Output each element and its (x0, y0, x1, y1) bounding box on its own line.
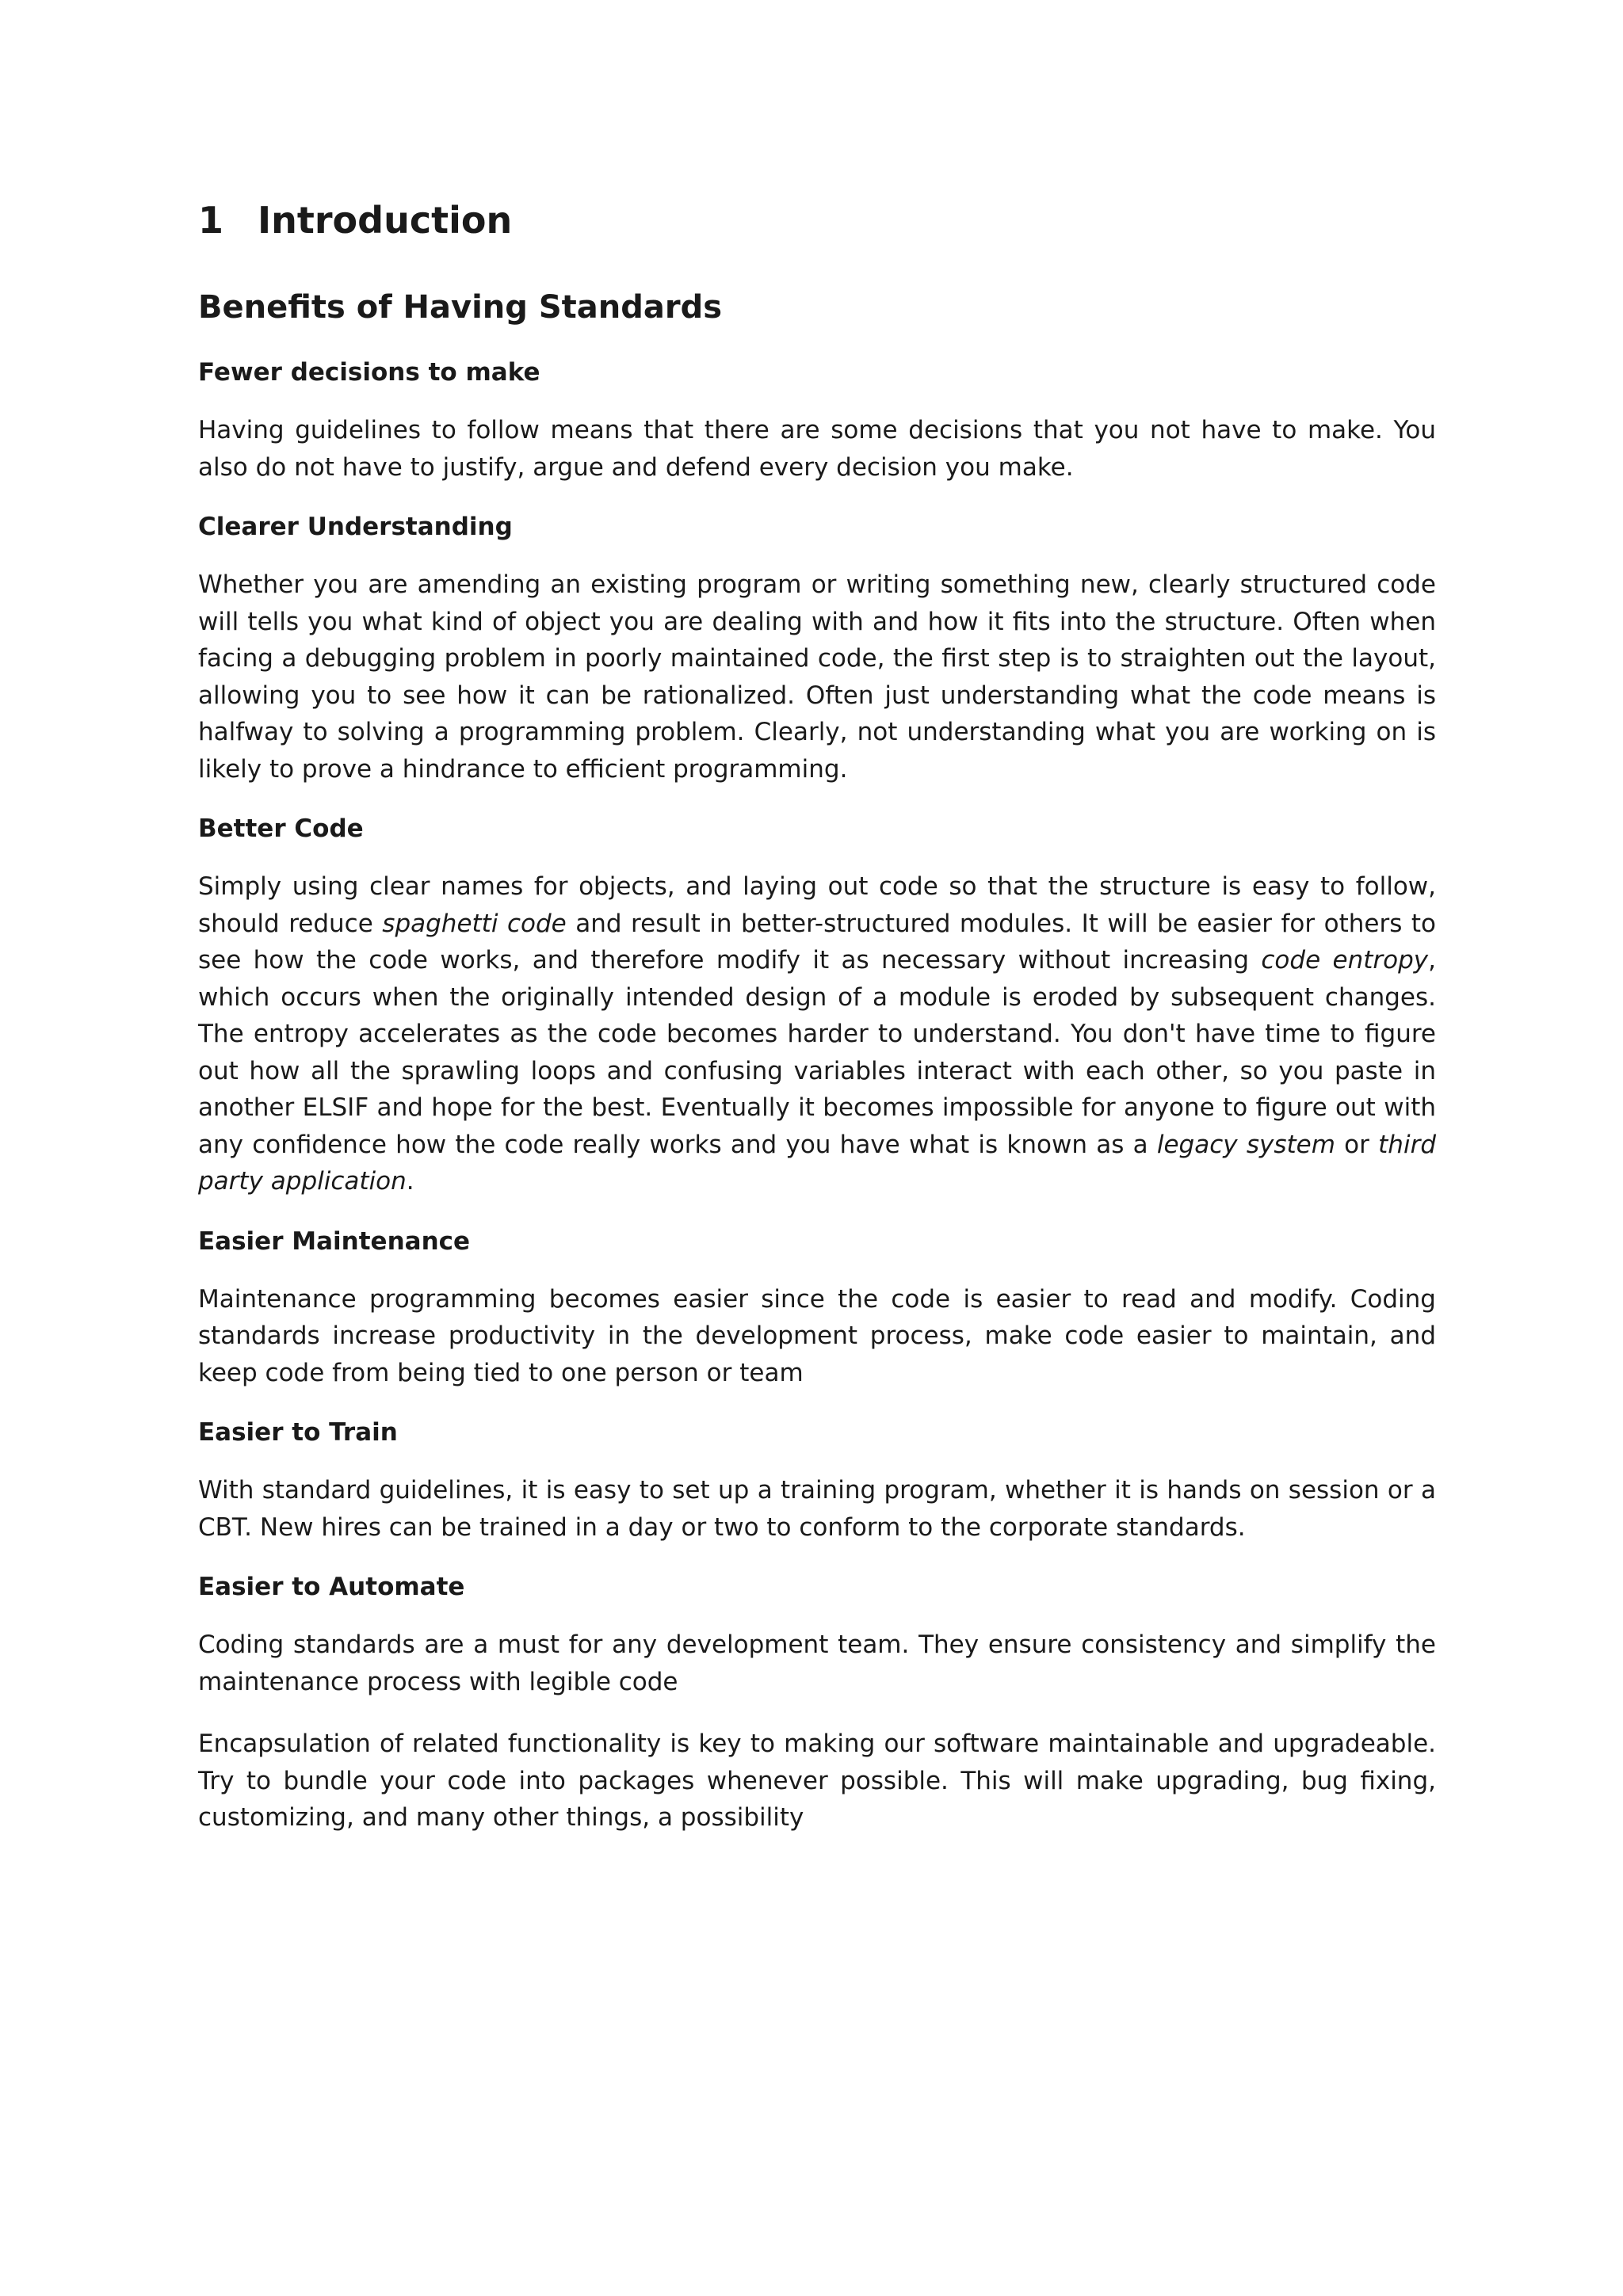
chapter-title: Introduction (258, 199, 513, 242)
paragraph-fewer-decisions: Having guidelines to follow means that there are some decisions that you not have to make. You also do not have to justify, argue and defend every decision you make. (198, 416, 1436, 482)
italic-term: code entropy (1261, 946, 1429, 974)
text-run: and result in better-structured modules. It will be easier for others to see how the code works, and therefore modify it as necessary without increasing (198, 909, 1436, 974)
italic-term: spaghetti code (382, 909, 567, 938)
subheading-easier-maintenance: Easier Maintenance (198, 1226, 471, 1256)
subheading-fewer-decisions: Fewer decisions to make (198, 358, 540, 387)
subheading-clearer-understanding: Clearer Understanding (198, 513, 513, 541)
paragraph-easier-to-automate: Coding standards are a must for any development team. They ensure consistency and simplify the maintenance process with legible code (198, 1630, 1436, 1696)
text-run: Simply using clear names for objects, and laying out code so that the structure is easy to follow, should reduce (198, 872, 1436, 938)
text-run: or (1335, 1130, 1379, 1159)
italic-term: legacy system (1156, 1130, 1335, 1159)
italic-term: third party application (198, 1130, 1436, 1196)
paragraph-clearer-understanding: Whether you are amending an existing program or writing something new, clearly structured code will tells you what kind of object you are dealing with and how it fits into the structure. Often when facing a debugging problem in poorly maintained code, the first step is to straighten out the layout, allowing you to see how it can be rationalized. Often just understanding what the code means is halfway to solving a programming problem. Clearly, not understanding what you are working on is likely to prove a hindrance to efficient programming. (198, 570, 1436, 784)
document-page (198, 196, 1436, 1862)
subheading-easier-to-train: Easier to Train (198, 1418, 398, 1447)
chapter-number: 1 (198, 199, 224, 242)
section-heading: Benefits of Having Standards (198, 289, 723, 326)
paragraph-easier-to-train: With standard guidelines, it is easy to set up a training program, whether it is hands on session or a CBT. New hires can be trained in a day or two to conform to the corporate standards. (198, 1476, 1436, 1542)
text-run: , which occurs when the originally intended design of a module is eroded by subsequent changes. The entropy accelerates as the code becomes harder to understand. You don't have time to figure out how all the sprawling loops and confusing variables interact with each other, so you paste in another ELSIF and hope for the best. Eventually it becomes impossible for anyone to figure out with any confidence how the code really works and you have what is known as a (198, 946, 1436, 1159)
paragraph-encapsulation: Encapsulation of related functionality is key to making our software maintainable and upgradeable. Try to bundle your code into packages whenever possible. This will make upgrading, bug fixing, customizing, and many other things, a possibility (198, 1730, 1436, 1832)
text-run: . (406, 1167, 414, 1196)
chapter-heading (198, 196, 1436, 244)
paragraph-easier-maintenance: Maintenance programming becomes easier since the code is easier to read and modify. Coding standards increase productivity in the development process, make code easier to maintain, and keep code from being tied to one person or team (198, 1284, 1436, 1387)
subheading-easier-to-automate: Easier to Automate (198, 1573, 465, 1601)
subheading-better-code: Better Code (198, 814, 364, 843)
paragraph-better-code (198, 868, 1436, 1200)
